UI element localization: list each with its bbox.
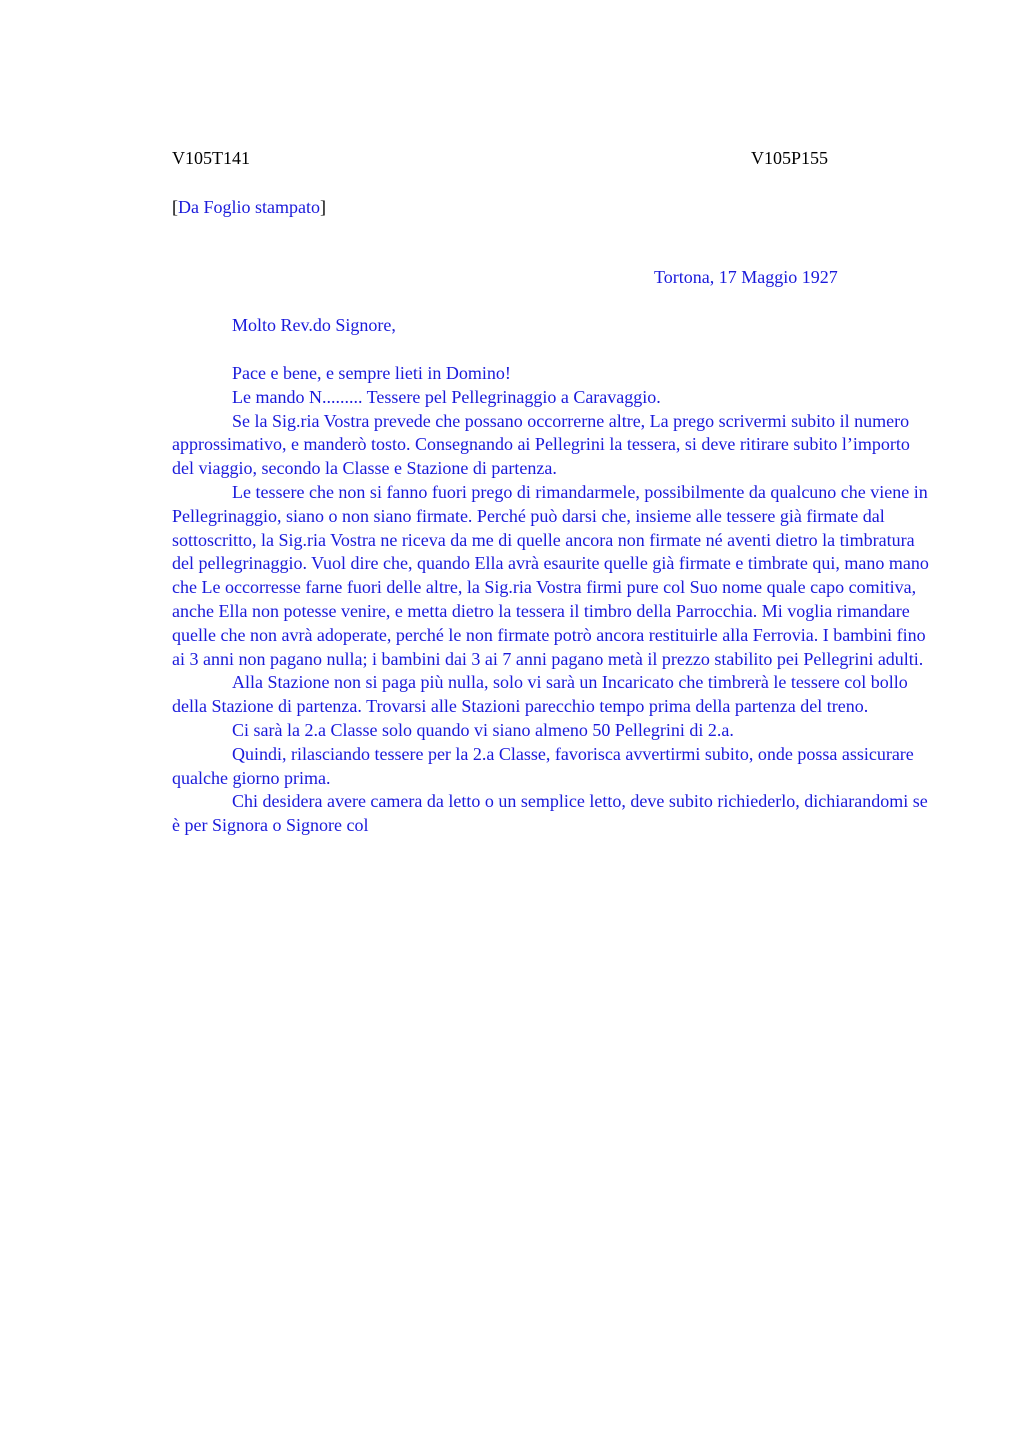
letter-paragraph: Se la Sig.ria Vostra prevede che possano occorrerne altre, La prego scrivermi subito il numero approssimativo, e manderò tosto. Consegnando ai Pellegrini la tessera, si deve ritirare subito l’importo del viaggio, secondo la Classe e Stazione di partenza. [172, 410, 910, 479]
source-close-bracket: ] [320, 197, 326, 217]
source-open-bracket: [ [172, 197, 178, 217]
letter-paragraph: Alla Stazione non si paga più nulla, solo vi sarà un Incaricato che timbrerà le tessere col bollo della Stazione di partenza. Trovarsi alle Stazioni parecchio tempo prima della partenza del treno. [172, 672, 908, 717]
letter-paragraph: Ci sarà la 2.a Classe solo quando vi siano almeno 50 Pellegrini di 2.a. [232, 719, 734, 740]
document-reference-right: V105P155 [751, 148, 829, 168]
letter-paragraph: Pace e bene, e sempre lieti in Domino! [232, 363, 511, 383]
source-note [172, 197, 326, 217]
place-date: Tortona, 17 Maggio 1927 [654, 267, 838, 287]
letter-paragraph: Le mando N......... Tessere pel Pellegrinaggio a Caravaggio. [232, 386, 661, 407]
document-reference-left: V105T141 [172, 148, 250, 168]
source-text: Da Foglio stampato [178, 197, 320, 217]
letter-body [172, 362, 932, 838]
letter-paragraph: Le tessere che non si fanno fuori prego di rimandarmele, possibilmente da qualcuno che viene in Pellegrinaggio, siano o non siano firmate. Perché può darsi che, insieme alle tessere già firmate dal sottoscritto, la Sig.ria Vostra ne riceva da me di quelle ancora non firmate né aventi dietro la timbratura del pellegrinaggio. Vuol dire che, quando Ella avrà esaurite quelle già firmate e timbrate qui, mano mano che Le occorresse farne fuori delle altre, la Sig.ria Vostra firmi pure col Suo nome quale capo comitiva, anche Ella non potesse venire, e metta dietro la tessera il timbro della Parrocchia. Mi voglia rimandare quelle che non avrà adoperate, perché le non firmate potrò ancora restituirle alla Ferrovia. I bambini fino ai 3 anni non pagano nulla; i bambini dai 3 ai 7 anni pagano metà il prezzo stabilito pei Pellegrini adulti. [172, 481, 929, 669]
letter-paragraph: Chi desidera avere camera da letto o un semplice letto, deve subito richiederlo, dichiarandomi se è per Signora o Signore col [172, 791, 928, 836]
letter-paragraph: Quindi, rilasciando tessere per la 2.a Classe, favorisca avvertirmi subito, onde possa assicurare qualche giorno prima. [172, 743, 914, 788]
salutation: Molto Rev.do Signore, [232, 315, 396, 335]
